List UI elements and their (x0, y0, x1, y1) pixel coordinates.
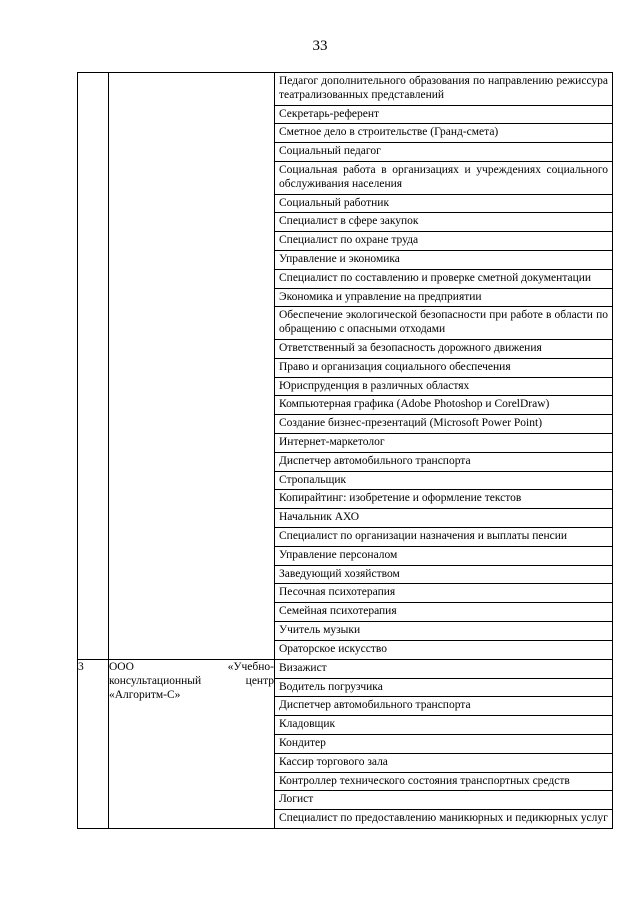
course-item: Социальный работник (275, 195, 612, 214)
page-number: 33 (312, 38, 328, 54)
course-item: Кладовщик (275, 716, 612, 735)
course-item: Водитель погрузчика (275, 679, 612, 698)
courses-cell (275, 73, 613, 660)
courses-table (77, 72, 613, 829)
course-item: Учитель музыки (275, 622, 612, 641)
table-row (78, 73, 613, 660)
course-item: Стропальщик (275, 472, 612, 491)
course-item: Юриспруденция в различных областях (275, 378, 612, 397)
course-item: Обеспечение экологической безопасности при работе в области по обращению с опасными отходами (275, 307, 612, 340)
course-item: Семейная психотерапия (275, 603, 612, 622)
course-item: Создание бизнес-презентаций (Microsoft Power Point) (275, 415, 612, 434)
course-item: Диспетчер автомобильного транспорта (275, 697, 612, 716)
course-item: Социальная работа в организациях и учреждениях социального обслуживания населения (275, 162, 612, 195)
course-item: Визажист (275, 660, 612, 679)
row-number (78, 73, 109, 660)
table-row (78, 659, 613, 829)
course-item: Специалист по охране труда (275, 232, 612, 251)
course-item: Песочная психотерапия (275, 584, 612, 603)
course-item: Копирайтинг: изобретение и оформление текстов (275, 490, 612, 509)
course-item: Интернет-маркетолог (275, 434, 612, 453)
course-item: Кассир торгового зала (275, 754, 612, 773)
row-number: 3 (78, 659, 109, 829)
course-item: Специалист по предоставлению маникюрных и педикюрных услуг (279, 812, 608, 825)
course-item: Экономика и управление на предприятии (275, 289, 612, 308)
course-item: Управление и экономика (275, 251, 612, 270)
course-item: Логист (275, 791, 612, 810)
course-item: Контроллер технического состояния транспортных средств (275, 773, 612, 792)
course-item: Специалист по составлению и проверке сметной документации (275, 270, 612, 289)
course-item: Педагог дополнительного образования по направлению режиссура театрализованных представлений (275, 73, 612, 106)
course-item: Ответственный за безопасность дорожного движения (275, 340, 612, 359)
organization-name: ООО «Учебно-консультационный центр «Алгоритм-С» (109, 660, 274, 701)
course-item: Диспетчер автомобильного транспорта (275, 453, 612, 472)
course-item: Секретарь-референт (275, 106, 612, 125)
course-item: Право и организация социального обеспечения (275, 359, 612, 378)
course-item: Кондитер (275, 735, 612, 754)
course-item: Начальник АХО (275, 509, 612, 528)
organization-cell (109, 73, 275, 660)
courses-cell (275, 659, 613, 829)
course-item: Управление персоналом (275, 547, 612, 566)
course-item: Заведующий хозяйством (275, 566, 612, 585)
course-item: Социальный педагог (275, 143, 612, 162)
course-item: Специалист по организации назначения и выплаты пенсии (275, 528, 612, 547)
organization-cell (109, 659, 275, 829)
course-item: Компьютерная графика (Adobe Photoshop и CorelDraw) (275, 396, 612, 415)
course-item: Ораторское искусство (279, 642, 387, 655)
course-item: Специалист в сфере закупок (275, 213, 612, 232)
course-item: Сметное дело в строительстве (Гранд-смета) (275, 124, 612, 143)
